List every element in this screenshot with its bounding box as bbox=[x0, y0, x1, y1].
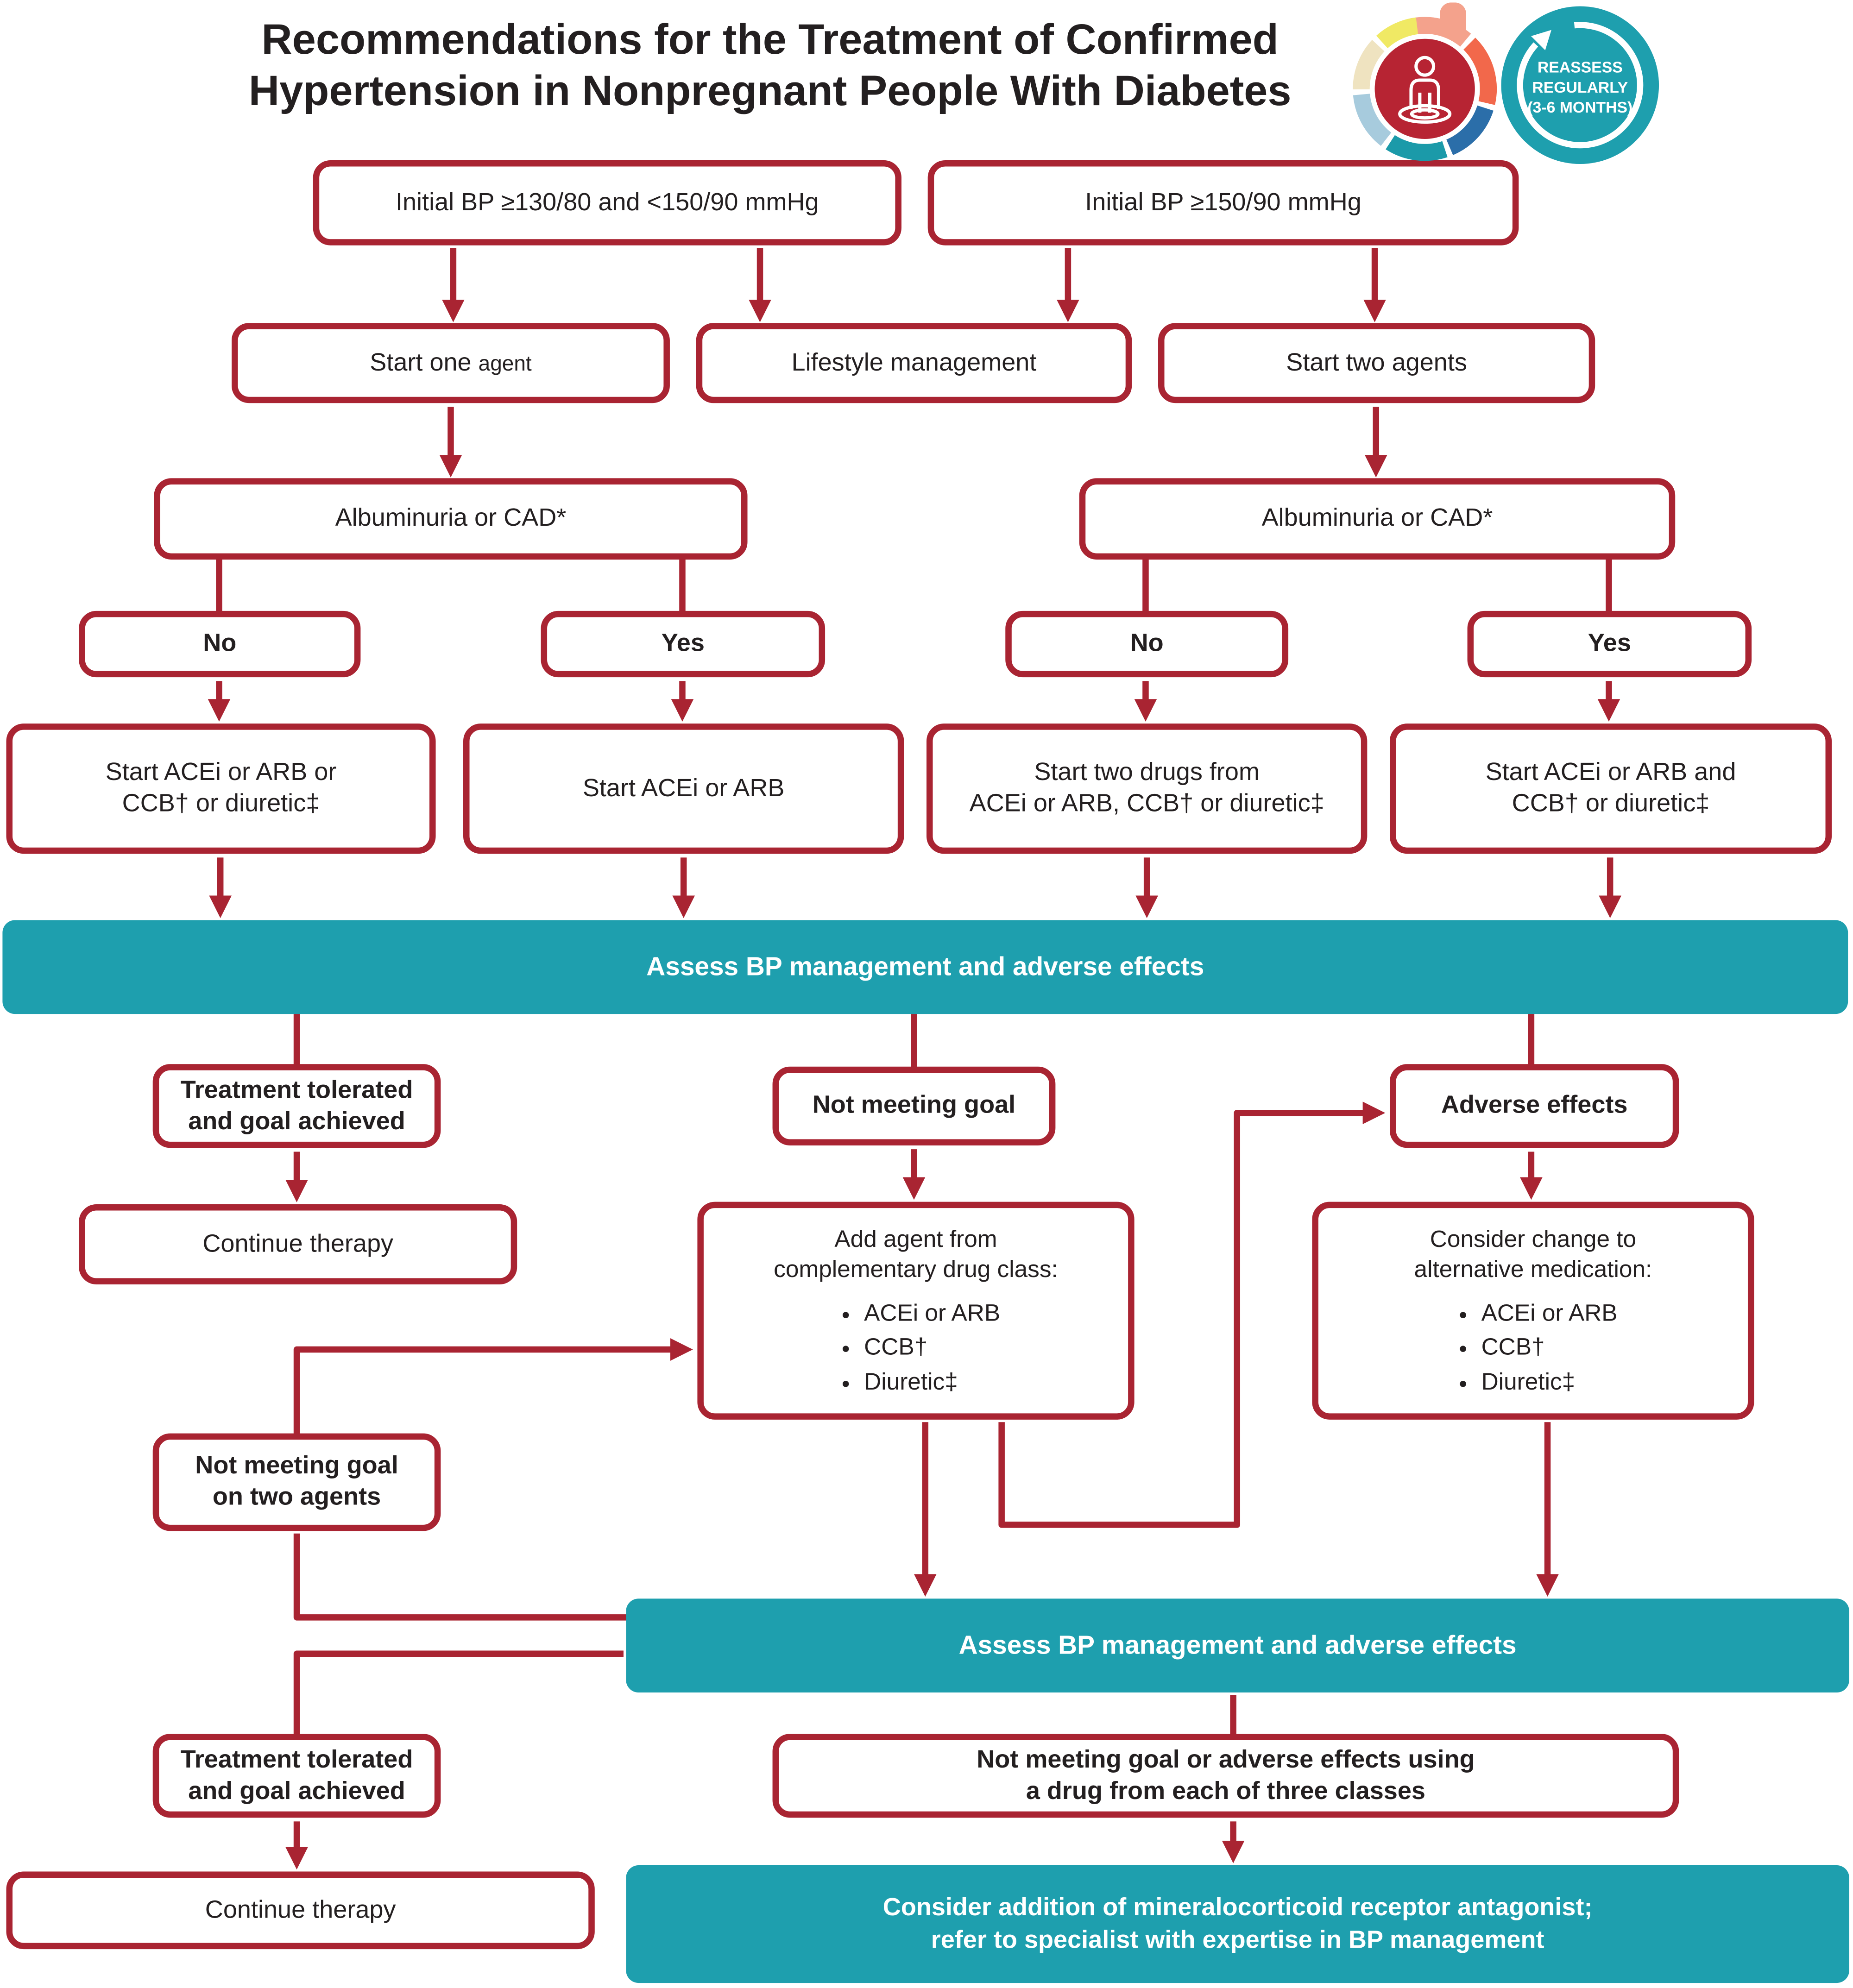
continue-therapy-1-label: Continue therapy bbox=[202, 1230, 394, 1258]
reassess-badge bbox=[1497, 2, 1663, 168]
start-one-suffix: agent bbox=[478, 351, 532, 375]
start-acei-arb-ccb-line1: Start ACEi or ARB or bbox=[105, 758, 337, 786]
start-acei-and-label bbox=[1486, 757, 1736, 820]
add-agent-item: • CCB† bbox=[864, 1332, 1000, 1364]
box-initial-bp-moderate bbox=[313, 160, 901, 245]
box-treatment-tolerated-1 bbox=[153, 1064, 441, 1148]
box-no-right bbox=[1005, 611, 1288, 677]
treatment-tolerated-1-label bbox=[181, 1075, 413, 1137]
assess-banner-2-label: Assess BP management and adverse effects bbox=[958, 1631, 1517, 1660]
box-initial-bp-high bbox=[928, 160, 1519, 245]
not-meeting-three-label bbox=[977, 1744, 1475, 1807]
care-cycle-icon bbox=[1347, 2, 1507, 170]
box-consider-change bbox=[1312, 1202, 1754, 1420]
treatment-tolerated-1-line1: Treatment tolerated bbox=[180, 1076, 413, 1104]
connector-twoagents-addagent bbox=[297, 1350, 687, 1436]
start-acei-and-line2: CCB† or diuretic‡ bbox=[1512, 790, 1710, 818]
consider-change-list bbox=[1449, 1298, 1617, 1399]
final-banner-line2: refer to specialist with expertise in BP management bbox=[931, 1926, 1544, 1954]
yes-left-label: Yes bbox=[661, 629, 705, 657]
not-meeting-two-label bbox=[195, 1451, 398, 1513]
continue-therapy-2-label: Continue therapy bbox=[205, 1896, 396, 1924]
add-agent-item: • Diuretic‡ bbox=[864, 1367, 1000, 1399]
banner-final bbox=[626, 1865, 1849, 1983]
no-left-label: No bbox=[203, 629, 237, 657]
box-albuminuria-left bbox=[154, 478, 747, 560]
box-not-meeting-goal bbox=[773, 1067, 1056, 1145]
box-lifestyle-management bbox=[696, 323, 1132, 403]
add-agent-heading-line1: Add agent from bbox=[834, 1227, 997, 1253]
yes-right-label: Yes bbox=[1588, 629, 1631, 657]
consider-change-heading bbox=[1329, 1226, 1738, 1286]
badge-text-line3: (3-6 MONTHS) bbox=[1527, 99, 1633, 117]
add-agent-list bbox=[832, 1298, 1000, 1399]
initial-bp-moderate-label: Initial BP ≥130/80 and <150/90 mmHg bbox=[395, 188, 819, 216]
assess-banner-1-label: Assess BP management and adverse effects bbox=[646, 952, 1204, 981]
not-meeting-two-line2: on two agents bbox=[212, 1483, 381, 1511]
cycle-center-circle bbox=[1372, 36, 1477, 141]
connector-twoagents-assess2 bbox=[297, 1534, 629, 1617]
start-two-drugs-label bbox=[970, 757, 1324, 820]
start-acei-arb-ccb-line2: CCB† or diuretic‡ bbox=[122, 790, 320, 818]
box-no-left bbox=[79, 611, 360, 677]
not-meeting-two-line1: Not meeting goal bbox=[195, 1452, 398, 1480]
not-meeting-three-line1: Not meeting goal or adverse effects using bbox=[977, 1745, 1475, 1774]
box-start-acei-arb bbox=[463, 723, 904, 854]
page-title-line2: Hypertension in Nonpregnant People With Diabetes bbox=[248, 68, 1292, 116]
page-title bbox=[188, 15, 1352, 119]
add-agent-heading bbox=[714, 1226, 1118, 1286]
consider-change-item: • Diuretic‡ bbox=[1481, 1367, 1618, 1399]
not-meeting-goal-label: Not meeting goal bbox=[812, 1091, 1016, 1120]
consider-change-item: • CCB† bbox=[1481, 1332, 1618, 1364]
box-start-acei-arb-and-ccb bbox=[1390, 723, 1832, 854]
box-yes-left bbox=[541, 611, 826, 677]
start-one-prefix: Start one bbox=[370, 348, 472, 377]
box-treatment-tolerated-2 bbox=[153, 1734, 441, 1818]
box-continue-therapy-2 bbox=[6, 1872, 595, 1950]
initial-bp-high-label: Initial BP ≥150/90 mmHg bbox=[1085, 188, 1361, 216]
banner-assess-2 bbox=[626, 1598, 1849, 1692]
box-not-meeting-goal-two-agents bbox=[153, 1434, 441, 1531]
box-start-one-agent bbox=[232, 323, 670, 403]
badge-text-line2: REGULARLY bbox=[1532, 78, 1628, 96]
box-start-two-drugs bbox=[926, 723, 1367, 854]
consider-change-heading-line1: Consider change to bbox=[1430, 1227, 1637, 1253]
box-albuminuria-right bbox=[1079, 478, 1675, 560]
start-acei-arb-ccb-label bbox=[106, 757, 337, 820]
lifestyle-label: Lifestyle management bbox=[791, 348, 1037, 377]
add-agent-item: • ACEi or ARB bbox=[864, 1298, 1000, 1330]
treatment-tolerated-1-line2: and goal achieved bbox=[188, 1107, 405, 1135]
box-start-acei-arb-ccb-diuretic bbox=[6, 723, 436, 854]
banner-assess-1 bbox=[2, 920, 1848, 1014]
albuminuria-left-label: Albuminuria or CAD* bbox=[335, 504, 567, 532]
adverse-effects-label: Adverse effects bbox=[1441, 1091, 1628, 1120]
box-add-agent bbox=[697, 1202, 1134, 1420]
start-two-drugs-line1: Start two drugs from bbox=[1034, 758, 1260, 786]
no-right-label: No bbox=[1130, 629, 1164, 657]
add-agent-heading-line2: complementary drug class: bbox=[774, 1257, 1058, 1284]
badge-text-line1: REASSESS bbox=[1537, 58, 1623, 76]
start-two-drugs-line2: ACEi or ARB, CCB† or diuretic‡ bbox=[969, 790, 1324, 818]
box-adverse-effects bbox=[1390, 1064, 1679, 1148]
treatment-tolerated-2-line1: Treatment tolerated bbox=[180, 1745, 413, 1774]
start-two-label: Start two agents bbox=[1286, 348, 1467, 377]
start-one-agent-label bbox=[370, 347, 531, 379]
box-continue-therapy-1 bbox=[79, 1204, 517, 1284]
not-meeting-three-line2: a drug from each of three classes bbox=[1026, 1777, 1426, 1805]
start-acei-arb-label: Start ACEi or ARB bbox=[582, 774, 785, 802]
box-start-two-agents bbox=[1158, 323, 1595, 403]
box-yes-right bbox=[1468, 611, 1752, 677]
treatment-tolerated-2-label bbox=[181, 1744, 413, 1807]
consider-change-item: • ACEi or ARB bbox=[1481, 1298, 1618, 1330]
start-acei-and-line1: Start ACEi or ARB and bbox=[1485, 758, 1736, 786]
page-title-line1: Recommendations for the Treatment of Confirmed bbox=[261, 16, 1279, 64]
consider-change-heading-line2: alternative medication: bbox=[1414, 1257, 1652, 1284]
final-banner-line1: Consider addition of mineralocorticoid receptor antagonist; bbox=[882, 1894, 1593, 1922]
box-not-meeting-goal-three-classes bbox=[773, 1734, 1679, 1818]
albuminuria-right-label: Albuminuria or CAD* bbox=[1261, 504, 1493, 532]
treatment-tolerated-2-line2: and goal achieved bbox=[188, 1777, 405, 1805]
connector-assess2-tolerated2 bbox=[297, 1654, 624, 1735]
